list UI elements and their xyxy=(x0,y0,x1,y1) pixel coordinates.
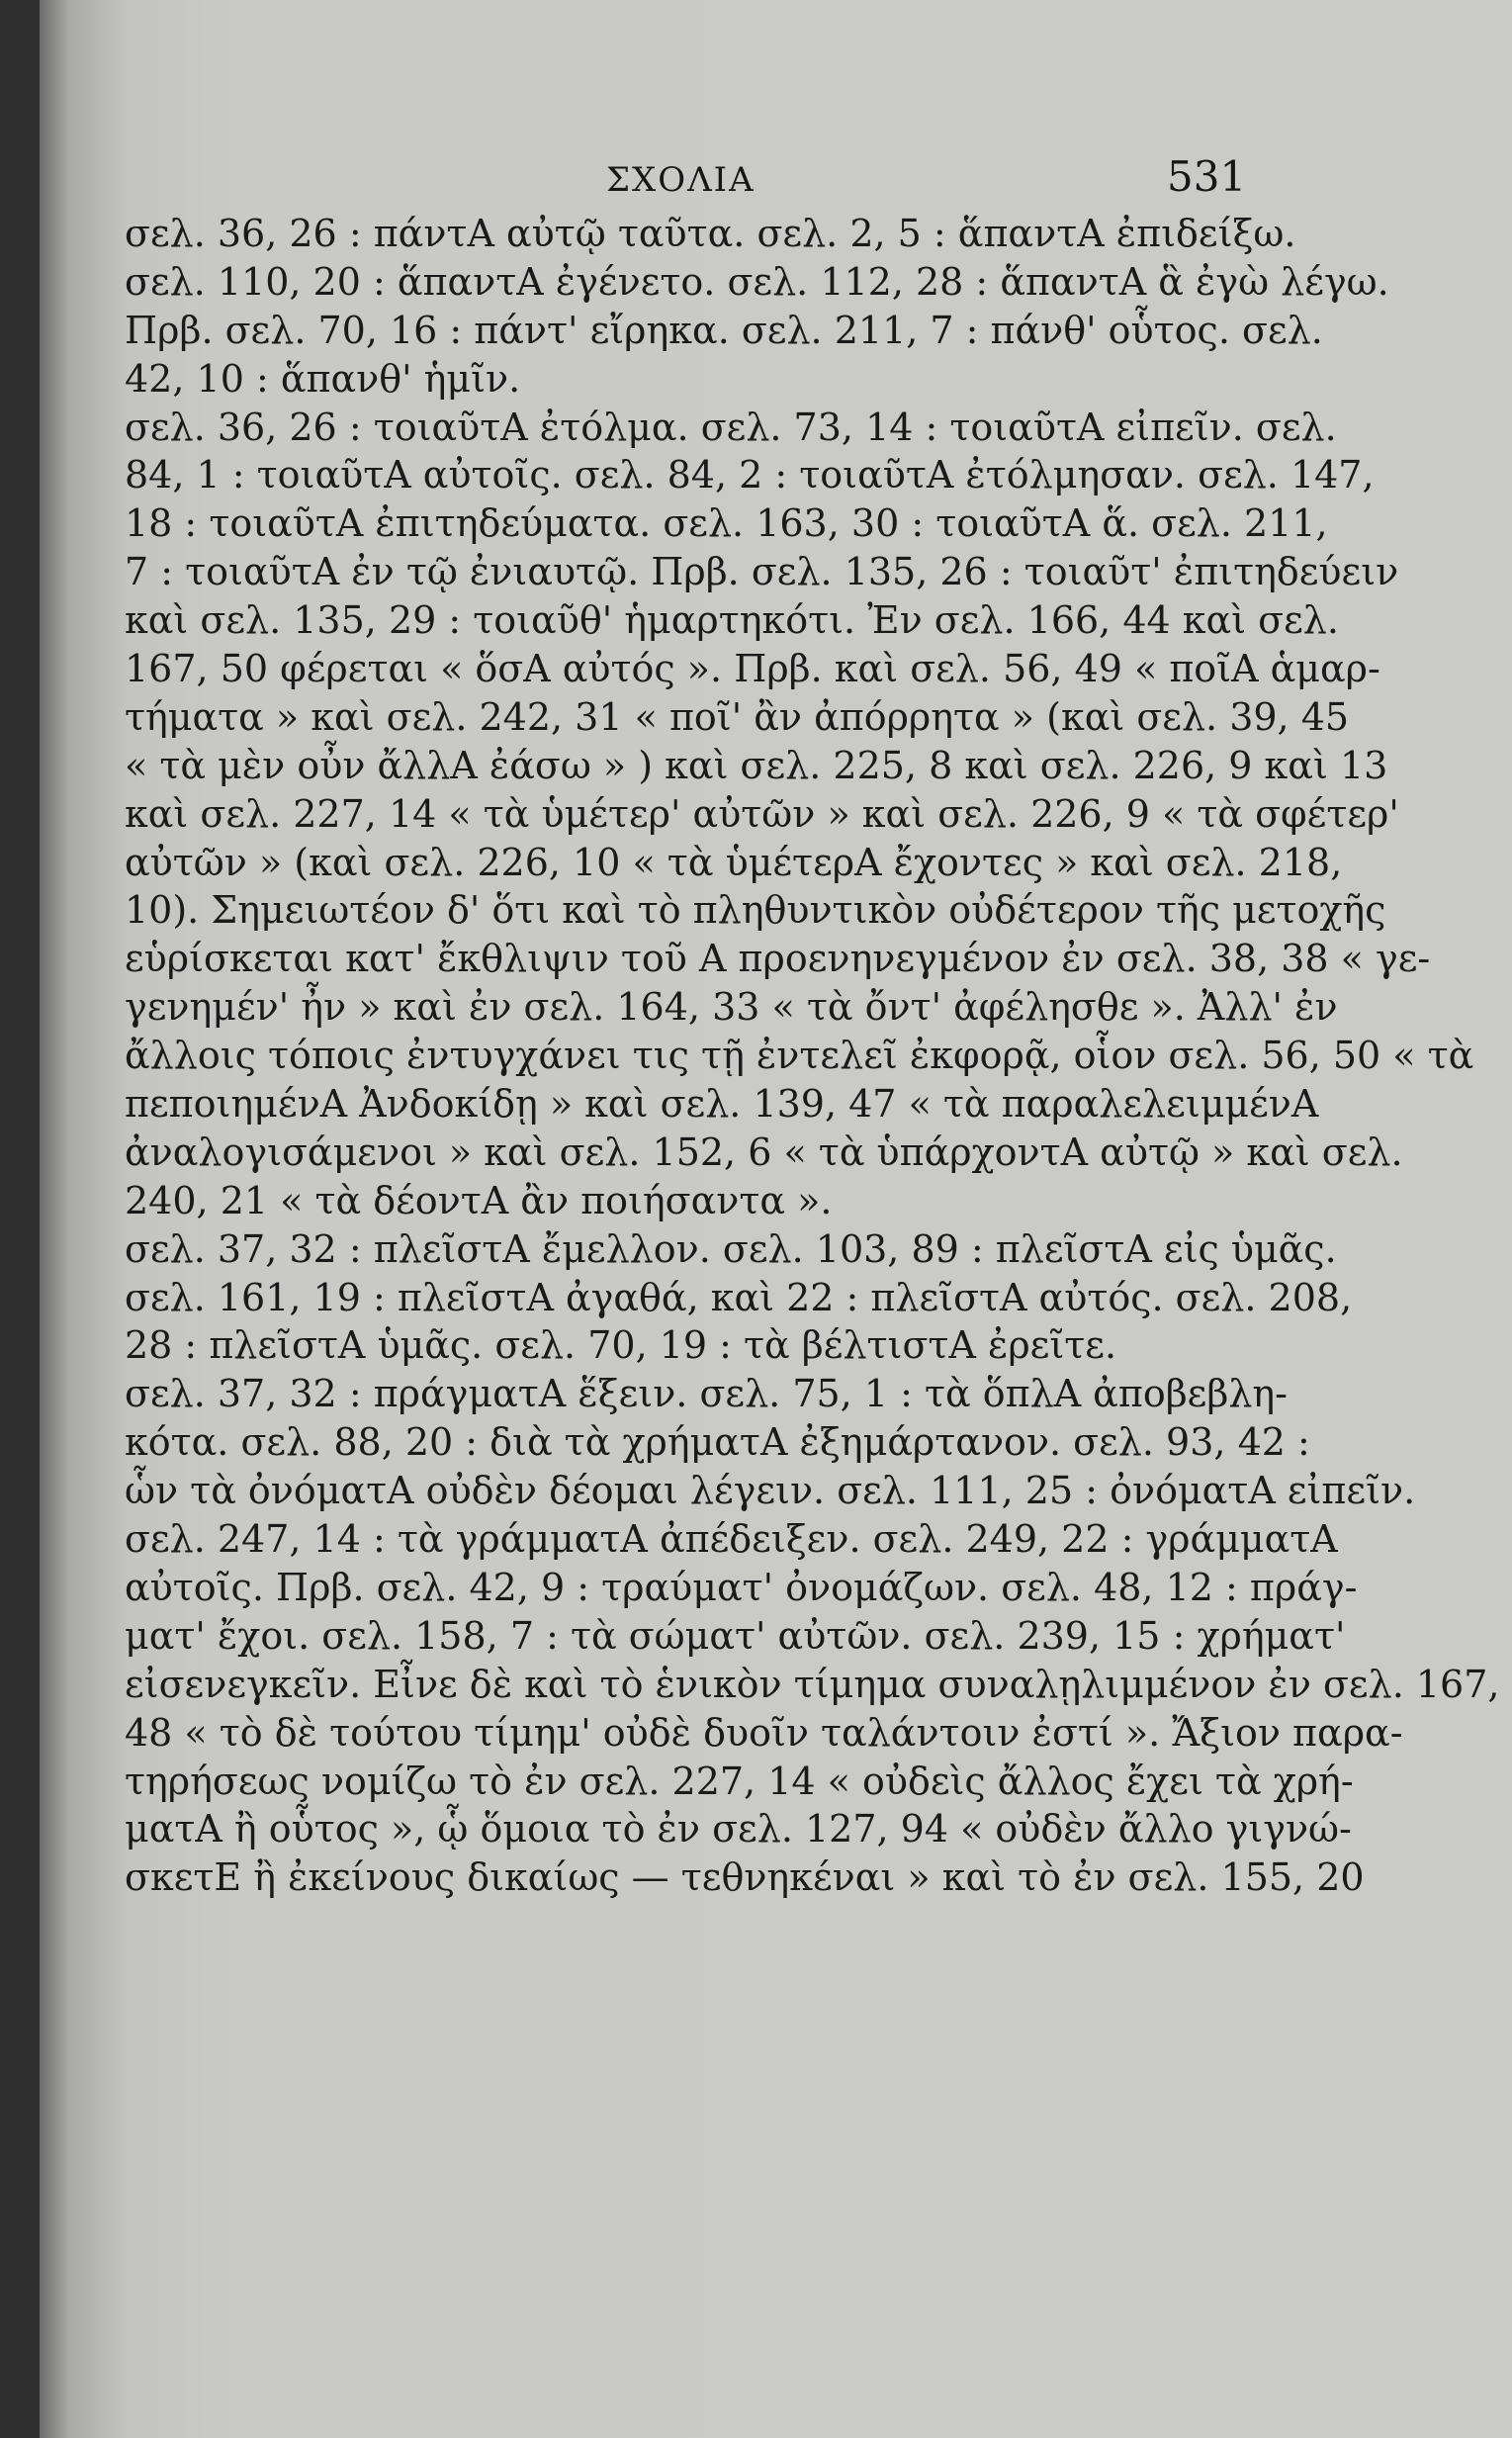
text-line: εἰσενεγκεῖν. Εἶνε δὲ καὶ τὸ ἑνικὸν τίμημα συναλῃλιμμένον ἐν σελ. 167, xyxy=(125,1662,1500,1706)
text-line: ματΑ ἢ οὗτος », ᾧ ὅμοια τὸ ἐν σελ. 127, 94 « οὐδὲν ἄλλο γιγνώ- xyxy=(125,1807,1352,1851)
text-line: ματ' ἔχοι. σελ. 158, 7 : τὰ σώματ' αὐτῶν. σελ. 239, 15 : χρήματ' xyxy=(125,1613,1346,1658)
text-line: 48 « τὸ δὲ τούτου τίμημ' οὐδὲ δυοῖν ταλάντοιν ἐστί ». Ἄξιον παρα- xyxy=(125,1710,1403,1755)
text-line: 167, 50 φέρεται « ὅσΑ αὐτός ». Πρβ. καὶ σελ. 56, 49 « ποῖΑ ἁμαρ- xyxy=(125,647,1380,691)
body-text xyxy=(125,210,1500,1902)
text-line: εὑρίσκεται κατ' ἔκθλιψιν τοῦ Α προενηνεγμένον ἐν σελ. 38, 38 « γε- xyxy=(125,937,1431,981)
text-line: σελ. 110, 20 : ἅπαντΑ ἐγένετο. σελ. 112, 28 : ἅπαντΑ ἃ ἐγὼ λέγω. xyxy=(125,259,1389,304)
text-line: σελ. 247, 14 : τὰ γράμματΑ ἀπέδειξεν. σελ. 249, 22 : γράμματΑ xyxy=(125,1517,1338,1562)
text-line: σκετΕ ἢ ἐκείνους δικαίως — τεθνηκέναι » καὶ τὸ ἐν σελ. 155, 20 xyxy=(125,1855,1365,1900)
text-line: 18 : τοιαῦτΑ ἐπιτηδεύματα. σελ. 163, 30 : τοιαῦτΑ ἅ. σελ. 211, xyxy=(125,501,1328,546)
text-line: 240, 21 « τὰ δέοντΑ ἂν ποιήσαντα ». xyxy=(125,1178,833,1222)
text-line: αὐτῶν » (καὶ σελ. 226, 10 « τὰ ὑμέτερΑ ἔχοντες » καὶ σελ. 218, xyxy=(125,840,1343,884)
page-header xyxy=(40,148,1512,208)
text-line: σελ. 37, 32 : πράγματΑ ἕξειν. σελ. 75, 1 : τὰ ὅπλΑ ἀποβεβλη- xyxy=(125,1372,1289,1416)
text-line: 7 : τοιαῦτΑ ἐν τῷ ἐνιαυτῷ. Πρβ. σελ. 135, 26 : τοιαῦτ' ἐπιτηδεύειν xyxy=(125,550,1399,594)
text-line: ὧν τὰ ὀνόματΑ οὐδὲν δέομαι λέγειν. σελ. 111, 25 : ὀνόματΑ εἰπεῖν. xyxy=(125,1469,1416,1513)
text-line: ἄλλοις τόποις ἐντυγχάνει τις τῇ ἐντελεῖ ἐκφορᾷ, οἷον σελ. 56, 50 « τὰ xyxy=(125,1034,1474,1078)
text-line: 84, 1 : τοιαῦτΑ αὐτοῖς. σελ. 84, 2 : τοιαῦτΑ ἐτόλμησαν. σελ. 147, xyxy=(125,453,1375,497)
text-line: γενημέν' ἦν » καὶ ἐν σελ. 164, 33 « τὰ ὄντ' ἀφέλησθε ». Ἀλλ' ἐν xyxy=(125,985,1338,1030)
text-line: πεποιημένΑ Ἀνδοκίδῃ » καὶ σελ. 139, 47 « τὰ παραλελειμμένΑ xyxy=(125,1082,1319,1127)
text-line: σελ. 36, 26 : πάντΑ αὐτῷ ταῦτα. σελ. 2, 5 : ἅπαντΑ ἐπιδείξω. xyxy=(125,212,1296,255)
text-line: 42, 10 : ἅπανθ' ἡμῖν. xyxy=(125,356,521,401)
text-line: τηρήσεως νομίζω τὸ ἐν σελ. 227, 14 « οὐδεὶς ἄλλος ἔχει τὰ χρή- xyxy=(125,1759,1354,1803)
running-title: ΣΧΟΛΙΑ xyxy=(606,160,756,200)
text-line: 10). Σημειωτέον δ' ὅτι καὶ τὸ πληθυντικὸν οὐδέτερον τῆς μετοχῆς xyxy=(125,888,1386,933)
text-line: τήματα » καὶ σελ. 242, 31 « ποῖ' ἂν ἀπόρρητα » (καὶ σελ. 39, 45 xyxy=(125,694,1350,739)
text-line: καὶ σελ. 227, 14 « τὰ ὑμέτερ' αὐτῶν » καὶ σελ. 226, 9 « τὰ σφέτερ' xyxy=(125,791,1399,836)
text-line: σελ. 37, 32 : πλεῖστΑ ἔμελλον. σελ. 103, 89 : πλεῖστΑ εἰς ὑμᾶς. xyxy=(125,1226,1337,1271)
book-page xyxy=(40,0,1512,2438)
text-line: καὶ σελ. 135, 29 : τοιαῦθ' ἡμαρτηκότι. Ἐν σελ. 166, 44 καὶ σελ. xyxy=(125,598,1339,643)
text-line: σελ. 161, 19 : πλεῖστΑ ἀγαθά, καὶ 22 : πλεῖστΑ αὐτός. σελ. 208, xyxy=(125,1275,1353,1319)
text-line: σελ. 36, 26 : τοιαῦτΑ ἐτόλμα. σελ. 73, 14 : τοιαῦτΑ εἰπεῖν. σελ. xyxy=(125,405,1337,449)
text-line: ἀναλογισάμενοι » καὶ σελ. 152, 6 « τὰ ὑπάρχοντΑ αὐτῷ » καὶ σελ. xyxy=(125,1129,1403,1174)
text-line: Πρβ. σελ. 70, 16 : πάντ' εἴρηκα. σελ. 211, 7 : πάνθ' οὗτος. σελ. xyxy=(125,308,1323,352)
page-number: 531 xyxy=(1167,152,1247,201)
text-line: « τὰ μὲν οὖν ἄλλΑ ἐάσω » ) καὶ σελ. 225, 8 καὶ σελ. 226, 9 καὶ 13 xyxy=(125,743,1388,787)
text-line: αὐτοῖς. Πρβ. σελ. 42, 9 : τραύματ' ὀνομάζων. σελ. 48, 12 : πράγ- xyxy=(125,1565,1358,1609)
text-line: 28 : πλεῖστΑ ὑμᾶς. σελ. 70, 19 : τὰ βέλτιστΑ ἐρεῖτε. xyxy=(125,1323,1117,1368)
text-line: κότα. σελ. 88, 20 : διὰ τὰ χρήματΑ ἐξημάρτανον. σελ. 93, 42 : xyxy=(125,1420,1310,1465)
